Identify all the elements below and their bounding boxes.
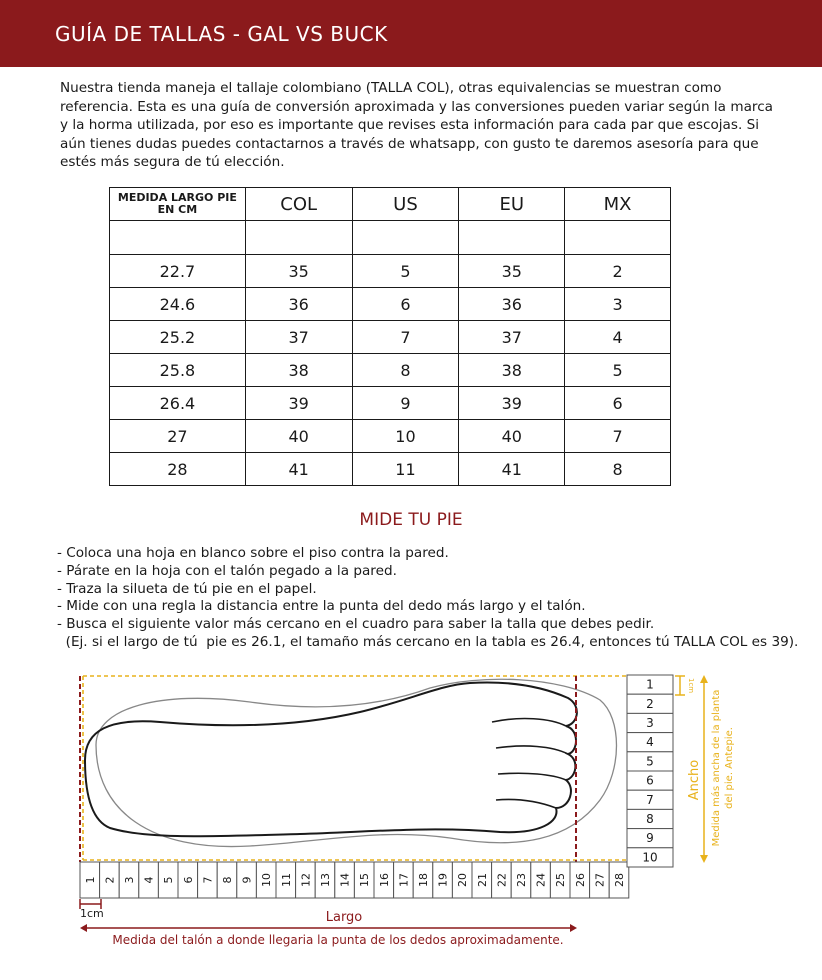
ruler-label: 4 (646, 735, 654, 750)
table-cell: 25.2 (110, 321, 246, 354)
table-cell: 35 (245, 255, 352, 288)
table-cell: 6 (352, 288, 459, 321)
ruler-label: 10 (260, 873, 274, 887)
ruler-label: 27 (593, 873, 607, 887)
width-caption-line1: Medida más ancha de la planta (711, 689, 722, 847)
table-cell: 8 (352, 354, 459, 387)
table-cell: 35 (459, 255, 565, 288)
table-cell: 36 (245, 288, 352, 321)
unit-v-label: 1cm (687, 678, 695, 694)
table-row (110, 420, 671, 453)
table-cell: 40 (459, 420, 565, 453)
table-row (110, 354, 671, 387)
table-row (110, 288, 671, 321)
header-eu: EU (459, 188, 565, 221)
table-cell: 38 (245, 354, 352, 387)
table-cell: 8 (565, 453, 671, 486)
size-conversion-table (109, 187, 671, 486)
table-cell: 7 (565, 420, 671, 453)
ruler-label: 3 (123, 876, 136, 884)
list-item: - Coloca una hoja en blanco sobre el piso contra la pared. (57, 545, 449, 561)
table-cell: 38 (459, 354, 565, 387)
steps-list (57, 545, 797, 652)
list-item: (Ej. si el largo de tú pie es 26.1, el tamaño más cercano en la tabla es 26.4, entonces tú TALLA COL es 39). (57, 633, 799, 650)
header-mx: MX (565, 188, 671, 221)
table-cell: 40 (245, 420, 352, 453)
ruler-label: 10 (642, 850, 658, 865)
ruler-label: 14 (338, 873, 352, 887)
ruler-label: 24 (534, 873, 548, 887)
table-row (110, 453, 671, 486)
ruler-label: 15 (358, 873, 372, 887)
ruler-label: 19 (436, 873, 450, 887)
list-item: - Mide con una regla la distancia entre la punta del dedo más largo y el talón. (57, 598, 586, 615)
ruler-label: 7 (201, 876, 215, 884)
ruler-label: 5 (162, 876, 176, 884)
list-item: - Traza la silueta de tú pie en el papel. (57, 580, 317, 597)
length-caption: Medida del talón a donde llegaria la punta de los dedos aproximadamente. (112, 933, 564, 947)
ruler-label: 12 (299, 873, 313, 887)
page-title: GUÍA DE TALLAS - GAL VS BUCK (55, 22, 388, 46)
table-cell: 41 (245, 453, 352, 486)
table-cell: 22.7 (110, 255, 246, 288)
ruler-label: 8 (221, 876, 234, 884)
ruler-label: 4 (142, 876, 156, 884)
table-cell: 10 (352, 420, 459, 453)
ruler-label: 28 (613, 873, 626, 887)
shoe-outline (96, 679, 617, 846)
table-cell: 5 (352, 255, 459, 288)
table-cell: 2 (565, 255, 671, 288)
ruler-label: 16 (377, 873, 391, 887)
ruler-label: 25 (554, 873, 568, 887)
ruler-label: 13 (319, 873, 332, 887)
section-title-measure: MIDE TU PIE (359, 510, 463, 530)
table-row (110, 255, 671, 288)
length-label: Largo (325, 910, 363, 925)
header-col: COL (245, 188, 352, 221)
vertical-ruler (627, 675, 673, 867)
ruler-label: 26 (573, 873, 587, 887)
header-us: US (352, 188, 459, 221)
ruler-label: 6 (181, 876, 195, 884)
ruler-label: 6 (646, 773, 654, 788)
ruler-label: 5 (646, 754, 654, 769)
table-cell: 41 (459, 453, 565, 486)
ruler-label: 2 (646, 696, 654, 711)
table-cell: 6 (565, 387, 671, 420)
intro-paragraph: Nuestra tienda maneja el tallaje colombiano (TALLA COL), otras equivalencias se muestran como referencia. Esta es una guía de conversión aproximada y las conversiones pueden variar según la marca y la horma utilizada, por eso es importante que revises esta información para cada par que escojas. Si aún tienes dudas puedes contactarnos a través de whatsapp, con gusto te daremos asesoría para que estés más segura de tú elección. (60, 80, 773, 170)
ruler-label: 2 (103, 876, 117, 884)
ruler-label: 7 (646, 792, 654, 807)
ruler-label: 1 (83, 876, 97, 884)
table-cell: 7 (352, 321, 459, 354)
ruler-label: 9 (240, 876, 254, 884)
table-cell: 11 (352, 453, 459, 486)
list-item: - Párate en la hoja con el talón pegado a la pared. (57, 562, 397, 579)
table-cell: 36 (459, 288, 565, 321)
table-cell: 3 (565, 288, 671, 321)
unit-h-label: 1cm (80, 907, 104, 920)
table-cell: 9 (352, 387, 459, 420)
table-cell: 39 (459, 387, 565, 420)
table-row (110, 387, 671, 420)
header-bar (0, 0, 822, 67)
width-caption-line2: del pie. Antepie. (724, 727, 735, 809)
ruler-label: 17 (397, 873, 411, 887)
table-cell: 37 (459, 321, 565, 354)
toe-lines (492, 719, 568, 808)
ruler-label: 9 (646, 831, 654, 846)
ruler-label: 21 (475, 873, 489, 887)
ruler-label: 3 (646, 716, 654, 730)
table-cell: 24.6 (110, 288, 246, 321)
width-label: Ancho (687, 759, 702, 801)
ruler-label: 1 (646, 677, 654, 692)
table-cell: 27 (110, 420, 246, 453)
ruler-label: 18 (417, 873, 430, 887)
blank-row (110, 221, 671, 255)
ruler-label: 22 (495, 873, 509, 887)
horizontal-ruler (80, 862, 629, 898)
ruler-label: 23 (515, 873, 528, 887)
table-cell: 5 (565, 354, 671, 387)
table-cell: 37 (245, 321, 352, 354)
ruler-label: 20 (456, 873, 470, 887)
table-cell: 25.8 (110, 354, 246, 387)
ruler-label: 8 (646, 812, 654, 826)
table-row (110, 321, 671, 354)
table-cell: 39 (245, 387, 352, 420)
table-cell: 4 (565, 321, 671, 354)
table-header-row (110, 188, 671, 221)
header-foot-length: MEDIDA LARGO PIE EN CM (110, 188, 246, 221)
foot-outline (85, 682, 577, 836)
foot-measure-diagram (0, 665, 822, 965)
list-item: - Busca el siguiente valor más cercano en el cuadro para saber la talla que debes pedir. (57, 616, 655, 633)
table-cell: 26.4 (110, 387, 246, 420)
table-cell: 28 (110, 453, 246, 486)
ruler-label: 11 (279, 873, 293, 887)
